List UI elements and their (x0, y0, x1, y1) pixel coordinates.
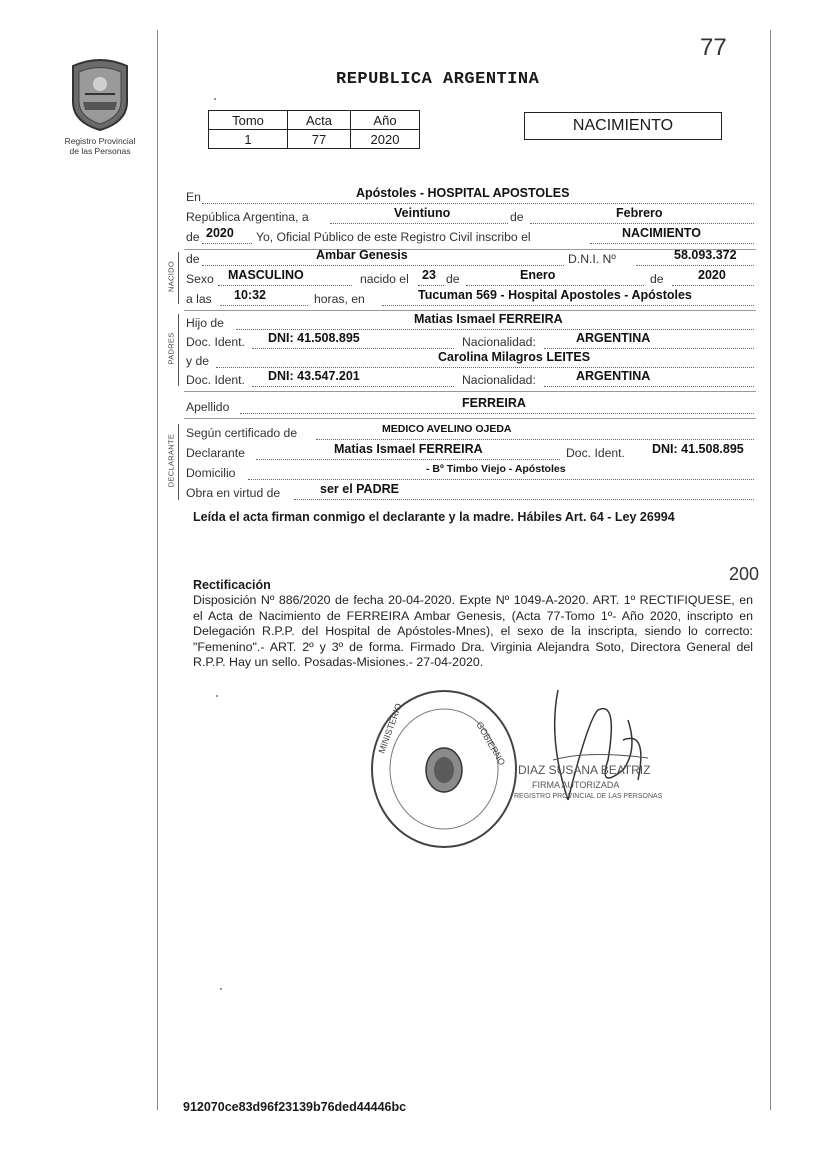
domicilio-label: Domicilio (186, 466, 236, 480)
domicilio-value: - Bº Timbo Viejo - Apóstoles (426, 463, 566, 475)
handwritten-signature-icon (528, 680, 658, 810)
mother-doc: DNI: 43.547.201 (268, 369, 360, 383)
declarante-line-4 (186, 482, 756, 504)
nacido-section-label: NACIDO (166, 261, 176, 292)
nacido-de-label-3: de (650, 272, 664, 286)
provincial-emblem-icon (65, 58, 135, 132)
child-name: Ambar Genesis (316, 248, 408, 262)
svg-text:MINISTERIO: MINISTERIO (376, 701, 404, 755)
tomo-value: 1 (209, 130, 288, 149)
intro-day: Veintiuno (394, 206, 451, 220)
intro-year: 2020 (206, 226, 234, 240)
father-name: Matias Ismael FERREIRA (414, 312, 563, 326)
act-type-box: NACIMIENTO (524, 112, 722, 140)
official-seal-icon (364, 684, 524, 854)
declarante-section-label: DECLARANTE (166, 433, 176, 488)
signatory-role: FIRMA AUTORIZADA (532, 780, 620, 790)
declarante-doc: DNI: 41.508.895 (652, 442, 744, 456)
apellido-value: FERREIRA (462, 396, 526, 410)
dni-label: D.N.I. Nº (568, 252, 616, 266)
left-margin-line (157, 30, 158, 1110)
birth-day: 23 (422, 268, 436, 282)
logo-caption-line1: Registro Provincial (64, 136, 136, 146)
father-doc: DNI: 41.508.895 (268, 331, 360, 345)
obra-label: Obra en virtud de (186, 486, 281, 500)
rectificacion-body: Disposición Nº 886/2020 de fecha 20-04-2020. Expte Nº 1049-A-2020. ART. 1º RECTIFIQUESE, en el Acta de Nacimiento de FERREIRA Ambar Genesis, (Acta 77-Tomo 1º- Año 2020, inscripto en Delegación R.P.P. del Hospital de Apóstoles-Mnes), el sexo de la inscripta, siendo lo correcto: "Femenino".- ART. 2º y 3º de forma. Firmado Dra. Virginia Alejandra Soto, Directora General del R.P.P. Hay un sello. Posadas-Misiones.- 27-04-2020. (193, 593, 753, 669)
padres-section-label: PADRES (166, 332, 176, 365)
mother-doc-label: Doc. Ident. (186, 373, 245, 387)
rectificacion-heading: Rectificación (193, 578, 271, 592)
margin-number: 200 (729, 564, 760, 584)
declarante-doc-label: Doc. Ident. (566, 446, 625, 460)
right-margin-line (770, 30, 771, 1110)
de-label: de (510, 210, 524, 224)
apellido-label: Apellido (186, 400, 230, 414)
signatory-office: REGISTRO PROVINCIAL DE LAS PERSONAS (514, 793, 663, 800)
closing-statement: Leída el acta firman conmigo el declarante y la madre. Hábiles Art. 64 - Ley 26994 (193, 510, 675, 524)
nacido-de-label-2: de (446, 272, 460, 286)
anio-value: 2020 (351, 130, 420, 149)
padres-line-4 (186, 369, 756, 391)
logo-caption-line2: de las Personas (69, 146, 131, 156)
father-nationality-label: Nacionalidad: (462, 335, 536, 349)
apellido-line (186, 396, 756, 418)
child-dni: 58.093.372 (674, 248, 737, 262)
y-de-label: y de (186, 354, 210, 368)
official-seal (364, 684, 524, 859)
declarante-line-3 (186, 463, 756, 484)
intro-line-1 (186, 186, 756, 208)
intro-month: Febrero (616, 206, 663, 220)
child-sex: MASCULINO (228, 268, 304, 282)
mother-nationality: ARGENTINA (576, 369, 651, 383)
signatory-name: DIAZ SUSANA BEATRIZ (518, 763, 651, 777)
horas-en-label: horas, en (314, 292, 365, 306)
intro-line-3 (186, 226, 756, 248)
birth-location: Tucuman 569 - Hospital Apostoles - Apóstoles (418, 288, 692, 302)
father-doc-label: Doc. Ident. (186, 335, 245, 349)
father-nationality: ARGENTINA (576, 331, 651, 345)
de2-label: de (186, 230, 200, 244)
nacido-el-label: nacido el (360, 272, 409, 286)
svg-text:GOBIERNO: GOBIERNO (474, 720, 508, 768)
acta-value: 77 (288, 130, 351, 149)
certificado-value: MEDICO AVELINO OJEDA (382, 423, 512, 435)
registry-table (208, 110, 420, 149)
page-number: 77 (700, 34, 727, 61)
birth-time: 10:32 (234, 288, 266, 302)
registry-logo (52, 58, 148, 156)
document-title: REPUBLICA ARGENTINA (336, 70, 540, 89)
certificado-label: Según certificado de (186, 426, 298, 440)
acta-header: Acta (288, 111, 351, 130)
a-las-label: a las (186, 292, 212, 306)
document-hash: 912070ce83d96f23139b76ded44446bc (183, 1100, 407, 1114)
tomo-header: Tomo (209, 111, 288, 130)
sexo-label: Sexo (186, 272, 214, 286)
republica-label: República Argentina, a (186, 210, 309, 224)
hijo-de-label: Hijo de (186, 316, 224, 330)
en-label: En (186, 190, 201, 204)
nacido-de-label: de (186, 252, 200, 266)
declarante-line-2 (186, 442, 756, 464)
official-text: Yo, Oficial Público de este Registro Civil inscribo el (256, 230, 531, 244)
intro-act: NACIMIENTO (622, 226, 701, 240)
mother-nationality-label: Nacionalidad: (462, 373, 536, 387)
mother-name: Carolina Milagros LEITES (438, 350, 591, 364)
birth-month: Enero (520, 268, 556, 282)
obra-value: ser el PADRE (320, 482, 399, 496)
birth-year: 2020 (698, 268, 726, 282)
intro-place: Apóstoles - HOSPITAL APOSTOLES (356, 186, 570, 200)
nacido-line-3 (186, 288, 756, 310)
anio-header: Año (351, 111, 420, 130)
declarante-name: Matias Ismael FERREIRA (334, 442, 483, 456)
declarante-label: Declarante (186, 446, 245, 460)
